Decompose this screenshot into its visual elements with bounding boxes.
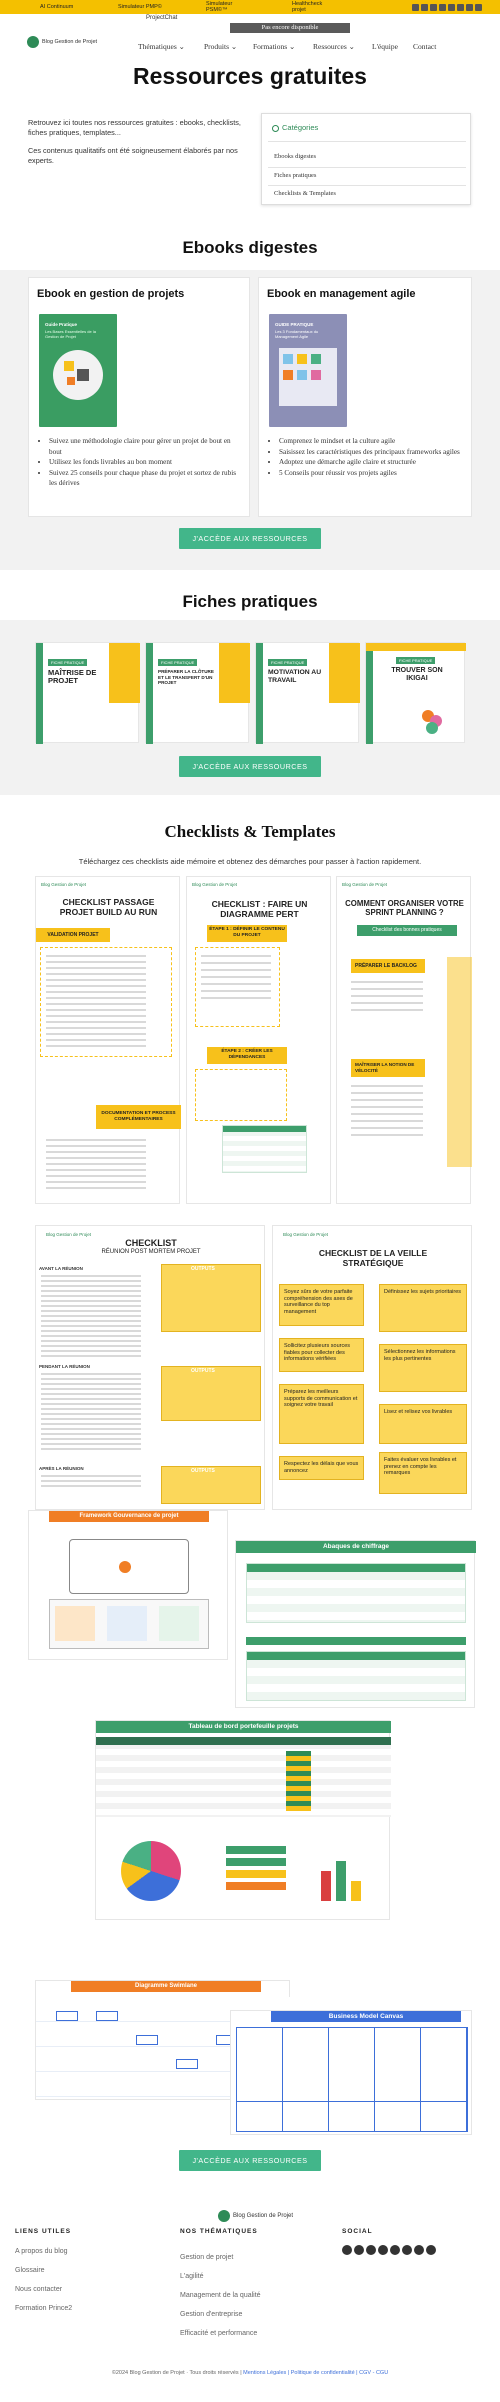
checklist-title: CHECKLIST PASSAGE PROJET BUILD AU RUN [59,897,158,917]
category-link[interactable]: Checklists & Templates [274,190,336,197]
fiche-card[interactable] [145,642,249,743]
social-icon[interactable] [354,2245,364,2255]
fiche-tag: FICHE PRATIQUE [268,659,307,666]
outputs-label: OUTPUTS [191,1266,215,1272]
outputs-label: OUTPUTS [191,1368,215,1374]
checklist-band: VALIDATION PROJET [36,928,110,942]
page-title: Ressources gratuites [133,63,367,89]
footer-link[interactable]: Efficacité et performance [180,2330,258,2337]
cover-title: Guide Pratique [45,322,78,327]
nav-item-equipe[interactable]: L'équipe [372,42,398,51]
footer-link[interactable]: Nous contacter [15,2286,63,2293]
template-card[interactable] [230,2010,472,2135]
checklist-title: CHECKLIST : FAIRE UN DIAGRAMME PERT [211,899,308,919]
checklist-card[interactable] [35,876,180,1204]
nav-item-produits[interactable]: Produits ⌄ [204,42,238,51]
veille-item: Sélectionnez les informations les plus pertinentes [379,1344,467,1392]
ebook-bullets [267,436,467,478]
copyright-line [0,2370,500,2376]
veille-item: Soyez sûrs de votre parfaite compréhension des axes de surveillance du top management [279,1284,364,1326]
category-link[interactable]: Ebooks digestes [274,153,317,160]
nav-item-formations[interactable]: Formations ⌄ [253,42,296,51]
ebook-cover[interactable] [269,314,347,427]
logo-icon [27,36,39,48]
section-title-checklists: Checklists & Templates [164,822,336,841]
section-label: PENDANT LA RÉUNION [39,1364,90,1369]
checklist-card[interactable] [336,876,471,1204]
fiche-card[interactable] [35,642,139,743]
topbar-link[interactable]: AI Continuum [40,4,74,10]
section-title-ebooks: Ebooks digestes [182,238,318,257]
social-icon[interactable] [402,2245,412,2255]
footer [0,2185,500,2402]
checklists-subtitle: Téléchargez ces checklists aide mémoire et obtenez des démarches pour passer à l'action rapidement. [78,857,422,866]
social-icon[interactable] [475,4,482,11]
copyright-text: ©2024 Blog Gestion de Projet · Tous droits réservés | [111,2370,242,2376]
fiche-card[interactable] [365,642,465,743]
footer-col-title: SOCIAL [342,2228,373,2235]
veille-item: Faites évaluer vos livrables et prenez en compte les remarques [379,1452,467,1494]
social-icons [412,4,482,11]
notice-tooltip: Pas encore disponible [230,23,350,33]
bullet: • Utilisez les fonds livrables au bon moment [49,457,243,468]
bullet: • Comprenez le mindset et la culture agile [279,436,467,447]
footer-col-title: NOS THÉMATIQUES [180,2228,258,2235]
checklist-title: CHECKLIST [125,1238,177,1248]
site-logo[interactable] [27,36,97,48]
bullet: • Suivez 25 conseils pour chaque phase du projet et sortez de rubis les dérives [49,468,243,489]
template-title: Business Model Canvas [271,2011,461,2022]
veille-item: Sollicitez plusieurs sources fiables pour collecter des informations vérifiées [279,1338,364,1372]
footer-link[interactable]: A propos du blog [15,2248,68,2255]
bullet: • Adoptez une démarche agile claire et structurée [279,457,467,468]
nav-item-thematiques[interactable]: Thématiques ⌄ [138,42,185,51]
logo-text: Blog Gestion de Projet [42,39,98,45]
outputs-label: OUTPUTS [191,1468,215,1474]
nav-item-contact[interactable]: Contact [413,42,437,51]
topbar-link[interactable]: Simulateur PMP© [118,4,162,10]
social-icon[interactable] [426,2245,436,2255]
checklist-card[interactable] [272,1225,472,1510]
checklist-card[interactable] [186,876,331,1204]
intro-text [28,118,243,165]
logo-text: Blog Gestion de Projet [233,2213,294,2219]
legal-links[interactable]: Mentions Légales | Politique de confidentialité | CGV - CGU [243,2370,389,2376]
checklist-band: ÉTAPE 2 : CRÉER LES DÉPENDANCES [207,1047,287,1064]
topbar-link[interactable]: Simulateur PSM©™ [206,1,233,13]
footer-link[interactable]: L'agilité [180,2273,204,2280]
template-title: Abaques de chiffrage [236,1541,476,1553]
footer-link[interactable]: Management de la qualité [180,2292,261,2299]
checklist-box-title: PRÉPARER LE BACKLOG [351,959,425,973]
checklist-title: COMMENT ORGANISER VOTRE SPRINT PLANNING ? [345,899,464,917]
fiche-title: MOTIVATION AU TRAVAIL [268,669,322,684]
social-icon[interactable] [414,2245,424,2255]
ebook-card [258,277,472,517]
logo-text: Blog Gestion de Projet [283,1232,329,1237]
fiche-tag: FICHE PRATIQUE [396,657,435,664]
footer-link[interactable]: Formation Prince2 [15,2305,73,2312]
section-title-fiches: Fiches pratiques [182,592,318,611]
bullet: • Suivez une méthodologie claire pour gérer un projet de bout en bout [49,436,243,457]
veille-item: Lisez et relisez vos livrables [379,1404,467,1444]
template-title: Framework Gouvernance de projet [49,1511,209,1522]
social-icon[interactable] [366,2245,376,2255]
template-title: Tableau de bord portefeuille projets [96,1721,391,1733]
template-card[interactable] [95,1720,390,1920]
social-icon[interactable] [390,2245,400,2255]
fiches-cta-button[interactable]: J'ACCÈDE AUX RESSOURCES [179,756,321,777]
bullet: • Saisissez les caractéristiques des principaux frameworks agiles [279,447,467,458]
logo-text: Blog Gestion de Projet [46,1232,92,1237]
logo-text: Blog Gestion de Projet [342,882,388,887]
ebook-title: Ebook en management agile [267,288,416,300]
fiche-card[interactable] [255,642,359,743]
fiche-title: TROUVER SON IKIGAI [391,667,443,682]
section-label: APRÈS LA RÉUNION [39,1466,84,1471]
footer-link[interactable]: Gestion d'entreprise [180,2311,243,2318]
footer-col-title: LIENS UTILES [15,2228,72,2235]
footer-link[interactable]: Gestion de projet [180,2254,234,2261]
fiche-title: PRÉPARER LA CLÔTURE ET LE TRANSFERT D'UN PROJET [158,669,214,685]
template-title: Diagramme Swimlane [71,1981,261,1992]
section-label: AVANT LA RÉUNION [39,1266,83,1271]
social-icon[interactable] [378,2245,388,2255]
topbar-link[interactable]: Healthcheck projet [292,1,323,13]
checklist-band: Checklist des bonnes pratiques [357,925,457,936]
fiche-tag: FICHE PRATIQUE [48,659,87,666]
logo-text: Blog Gestion de Projet [192,882,238,887]
category-link[interactable]: Fiches pratiques [274,172,317,179]
social-icon[interactable] [448,4,455,11]
cover-subtitle: Les Bases Essentielles de la Gestion de Projet [45,329,96,339]
logo-text: Blog Gestion de Projet [41,882,87,887]
nav-item-ressources[interactable]: Ressources ⌄ [313,42,355,51]
veille-item: Préparez les meilleurs supports de communication et soignez votre travail [279,1384,364,1444]
social-icon[interactable] [466,4,473,11]
social-icon[interactable] [439,4,446,11]
checklist-band: DOCUMENTATION ET PROCESS COMPLÉMENTAIRES [96,1105,181,1129]
social-icon[interactable] [457,4,464,11]
topbar-sub-link[interactable]: ProjectChat [146,15,178,21]
veille-item: Respectez les délais que vous annoncez [279,1456,364,1480]
checklist-box-title: MAÎTRISER LA NOTION DE VÉLOCITÉ [351,1059,425,1077]
bullet: • 5 Conseils pour réussir vos projets agiles [279,468,467,479]
categories-title: Catégories [272,123,318,132]
ebook-cover[interactable] [39,314,117,427]
footer-link[interactable]: Glossaire [15,2267,45,2274]
checklists-cta-button[interactable]: J'ACCÈDE AUX RESSOURCES [179,2150,321,2171]
template-card[interactable] [28,1510,228,1660]
ebooks-cta-button[interactable]: J'ACCÈDE AUX RESSOURCES [179,528,321,549]
cover-title: GUIDE PRATIQUE [275,322,314,327]
main-nav [0,36,500,52]
logo-icon [218,2210,230,2222]
ebook-bullets [37,436,243,489]
ebook-title: Ebook en gestion de projets [37,288,185,300]
social-icon[interactable] [421,4,428,11]
social-icon[interactable] [430,4,437,11]
ebook-card [28,277,250,517]
social-icon[interactable] [412,4,419,11]
fiche-tag: FICHE PRATIQUE [158,659,197,666]
cover-subtitle: Les 3 Fondamentaux du Management Agile [275,329,319,339]
sub-bar [0,14,500,23]
fiche-title: MAÎTRISE DE PROJET [48,668,97,685]
intro-paragraph: Ces contenus qualitatifs ont été soigneusement élaborés par nos experts. [28,146,238,165]
checklist-band: ÉTAPE 1 : DÉFINIR LE CONTENU DU PROJET [207,925,287,942]
footer-logo[interactable] [218,2210,293,2222]
veille-item: Définissez les sujets prioritaires [379,1284,467,1332]
footer-social-icons [342,2245,436,2255]
social-icon[interactable] [342,2245,352,2255]
intro-paragraph: Retrouvez ici toutes nos ressources gratuites : ebooks, checklists, fiches pratiques, templates... [28,118,241,137]
checklist-subtitle: RÉUNION POST MORTEM PROJET [101,1249,201,1255]
categories-box [261,113,471,205]
checklist-title: CHECKLIST DE LA VEILLE STRATÉGIQUE [318,1248,428,1268]
top-bar [0,0,500,14]
template-card[interactable] [235,1540,475,1708]
checklist-card[interactable] [35,1225,265,1510]
